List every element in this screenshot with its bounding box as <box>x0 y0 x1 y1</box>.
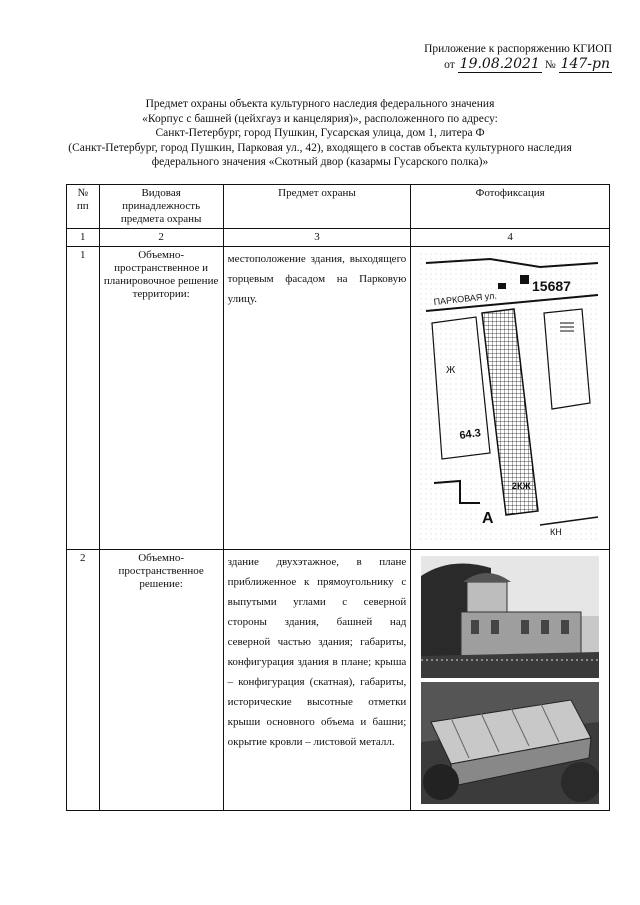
row-subject: местоположение здания, выходящего торцевым фасадом на Парковую улицу. <box>223 247 411 550</box>
row-subject: здание двухэтажное, в плане приближенное к прямоугольнику с выпутыми углами с северной стороны здания, башней над северной частью здания; габариты, конфигурация здания в плане; крыша – конфигурация (скатная), габариты, исторические высотные отметки крыши основного объема и башни; окрытие кровли – листовой металл. <box>223 550 411 811</box>
header-subject: Предмет охраны <box>223 185 411 229</box>
appendix-header <box>372 42 612 73</box>
row-number: 1 <box>67 247 100 550</box>
appendix-line: Приложение к распоряжению КГИОП <box>424 43 612 55</box>
street-label: ПАРКОВАЯ ул. <box>433 290 498 307</box>
letter-label: А <box>482 510 494 527</box>
header-category: Видовая принадлежность предмета охраны <box>99 185 223 229</box>
table-header-row <box>67 185 610 229</box>
parcel-number: 15687 <box>532 278 572 294</box>
colnum-4: 4 <box>411 229 610 247</box>
photo-cell <box>411 247 610 550</box>
header-photo: Фотофиксация <box>411 185 610 229</box>
colnum-2: 2 <box>99 229 223 247</box>
building-photo-aerial <box>421 682 599 804</box>
photo-cell <box>411 550 610 811</box>
height-label: 64.3 <box>458 427 482 442</box>
title-line-3: Санкт-Петербург, город Пушкин, Гусарская улица, дом 1, литера Ф <box>155 127 485 139</box>
document-title <box>50 97 590 170</box>
colnum-1: 1 <box>67 229 100 247</box>
table-row <box>67 247 610 550</box>
number-label: № <box>544 59 556 71</box>
from-label: от <box>444 59 455 71</box>
title-line-2: «Корпус с башней (цейхгауз и канцелярия)», расположенного по адресу: <box>142 112 498 125</box>
floors-label: 2КЖ <box>512 481 531 491</box>
header-num: № пп <box>67 185 100 229</box>
appendix-date-number <box>444 57 612 73</box>
row-category: Объемно-пространственное решение: <box>99 550 223 811</box>
title-line-5: федерального значения «Скотный двор (казармы Гусарского полка)» <box>151 156 489 168</box>
kn-label: КН <box>550 527 562 537</box>
colnum-3: 3 <box>223 229 411 247</box>
row-category: Объемно-пространственное и планировочное решение территории: <box>99 247 223 550</box>
cadastral-map-image <box>420 253 600 541</box>
building-photo-tower <box>421 556 599 678</box>
zh-label: Ж <box>446 365 456 376</box>
table-row <box>67 550 610 811</box>
handwritten-date: 19.08.2021 <box>459 56 540 72</box>
row-number: 2 <box>67 550 100 811</box>
title-line-1: Предмет охраны объекта культурного наследия федерального значения <box>145 98 495 110</box>
protection-subject-table <box>66 184 610 811</box>
handwritten-number: 147-рп <box>560 56 610 72</box>
column-number-row <box>67 229 610 247</box>
title-line-4: (Санкт-Петербург, город Пушкин, Парковая ул., 42), входящего в состав объекта культурного наследия <box>68 141 572 154</box>
